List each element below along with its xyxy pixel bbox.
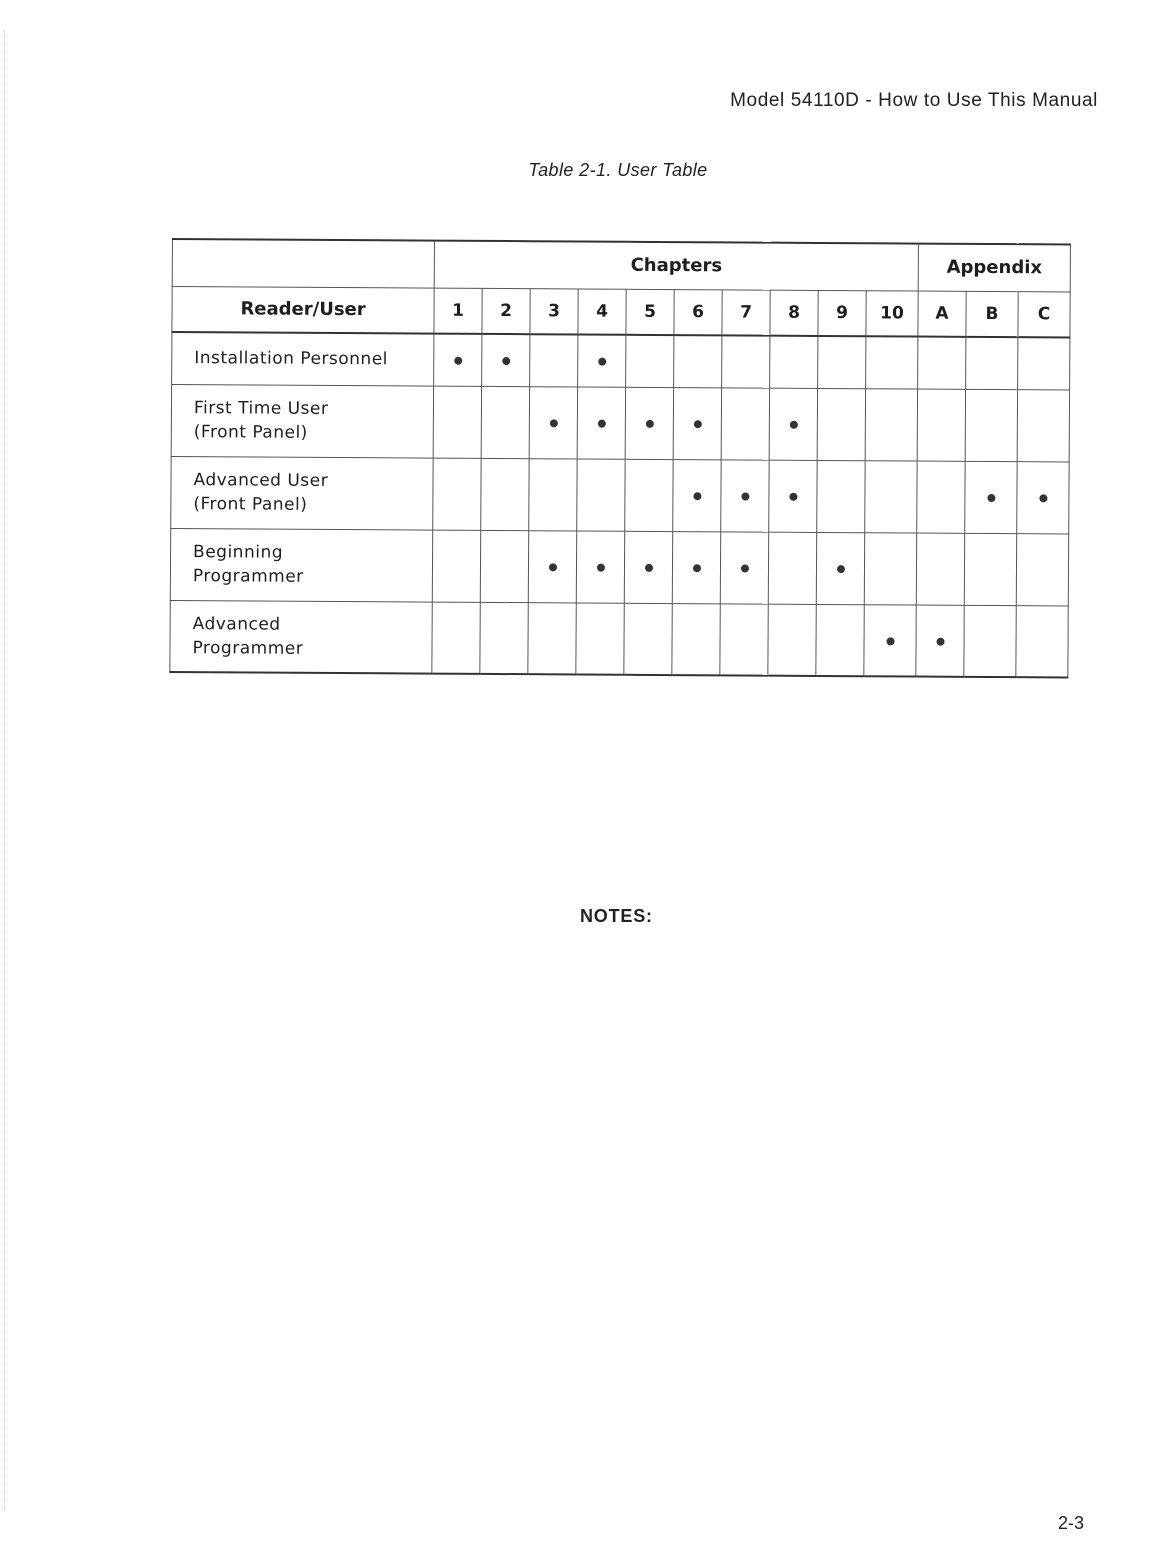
mark-cell [721,459,769,531]
mark-cell [1016,533,1068,605]
mark-cell [917,389,965,461]
mark-cell [1017,389,1069,461]
mark-cell [768,532,816,604]
mark-cell [480,602,528,674]
mark-cell [817,388,865,460]
filled-dot-icon [987,494,995,502]
mark-cell [674,335,722,387]
filled-dot-icon [597,420,605,428]
empty-corner-cell [172,239,434,288]
mark-cell [964,533,1016,605]
column-header-8: 8 [770,290,818,336]
row-label-line: Installation Personnel [194,348,388,370]
mark-cell [432,530,480,602]
table-row [170,528,1068,605]
mark-cell [769,460,817,532]
mark-cell [528,602,576,674]
mark-cell [818,336,866,388]
filled-dot-icon [789,493,797,501]
mark-cell [578,334,626,386]
mark-cell [626,335,674,387]
group-header-row [172,239,1070,291]
mark-cell [624,531,672,603]
mark-cell [577,386,625,458]
filled-dot-icon [596,564,604,572]
user-table [169,238,1071,678]
table-body [170,332,1070,677]
filled-dot-icon [644,564,652,572]
filled-dot-icon [692,564,700,572]
column-header-row [172,286,1070,337]
filled-dot-icon [598,358,606,366]
mark-cell [1017,461,1069,533]
mark-cell [528,530,576,602]
row-label-line: (Front Panel) [193,422,308,443]
mark-cell [481,458,529,530]
mark-cell [529,458,577,530]
mark-cell [624,603,672,675]
filled-dot-icon [740,564,748,572]
mark-cell [917,461,965,533]
filled-dot-icon [1039,494,1047,502]
mark-cell [720,603,768,675]
mark-cell [673,387,721,459]
table-row [171,384,1069,461]
filled-dot-icon [454,357,462,365]
column-header-b: B [966,291,1018,337]
filled-dot-icon [886,637,894,645]
appendix-header: Appendix [918,244,1070,292]
row-label [172,332,434,386]
mark-cell [529,386,577,458]
row-label-line: First Time User [193,398,329,419]
filled-dot-icon [789,421,797,429]
reader-user-header: Reader/User [172,286,434,334]
row-label [171,384,433,458]
mark-cell [1016,605,1068,677]
mark-cell [965,389,1017,461]
row-label [170,600,432,674]
chapters-header: Chapters [434,241,918,291]
row-label-line: Beginning [193,542,284,563]
mark-cell [864,604,916,676]
column-header-3: 3 [530,288,578,334]
column-header-6: 6 [674,289,722,335]
mark-cell [673,459,721,531]
table-row [171,456,1069,533]
filled-dot-icon [836,565,844,573]
column-header-5: 5 [626,289,674,335]
mark-cell [433,386,481,458]
mark-cell [865,460,917,532]
column-header-7: 7 [722,289,770,335]
table-caption: Table 2-1. User Table [528,160,708,180]
mark-cell [865,388,917,460]
mark-cell [769,388,817,460]
mark-cell [432,602,480,674]
table-row [170,600,1068,677]
mark-cell [576,602,624,674]
mark-cell [864,532,916,604]
scan-margin-marks [4,30,19,1510]
column-header-4: 4 [578,288,626,334]
mark-cell [721,387,769,459]
mark-cell [625,387,673,459]
row-label-line: (Front Panel) [193,494,308,515]
mark-cell [672,531,720,603]
row-label-line: Advanced [192,613,281,635]
column-header-2: 2 [482,288,530,334]
mark-cell [816,532,864,604]
column-header-10: 10 [866,290,918,336]
row-label-line: Advanced User [193,470,329,491]
row-label [171,456,433,530]
filled-dot-icon [936,637,944,645]
mark-cell [916,605,964,677]
mark-cell [1018,337,1070,389]
row-label-line: Programmer [192,637,304,659]
table-row [172,332,1070,389]
filled-dot-icon [693,492,701,500]
mark-cell [916,533,964,605]
mark-cell [965,461,1017,533]
mark-cell [480,530,528,602]
mark-cell [530,334,578,386]
mark-cell [481,386,529,458]
mark-cell [577,458,625,530]
mark-cell [434,334,482,386]
filled-dot-icon [693,420,701,428]
row-label-line: Programmer [192,566,304,587]
filled-dot-icon [549,419,557,427]
mark-cell [722,335,770,387]
filled-dot-icon [741,492,749,500]
column-header-9: 9 [818,290,866,336]
mark-cell [720,531,768,603]
mark-cell [918,337,966,389]
filled-dot-icon [645,420,653,428]
mark-cell [817,460,865,532]
filled-dot-icon [548,563,556,571]
running-header: Model 54110D - How to Use This Manual [730,90,1098,111]
mark-cell [576,530,624,602]
mark-cell [768,604,816,676]
user-table-container [169,238,1071,678]
column-header-c: C [1018,291,1070,337]
mark-cell [482,334,530,386]
mark-cell [770,336,818,388]
mark-cell [816,604,864,676]
mark-cell [672,603,720,675]
column-header-a: A [918,291,966,337]
notes-label: NOTES: [580,906,653,926]
mark-cell [966,337,1018,389]
page-number: 2-3 [1057,1513,1084,1533]
mark-cell [866,336,918,388]
mark-cell [964,605,1016,677]
mark-cell [433,458,481,530]
mark-cell [625,459,673,531]
row-label [170,528,432,602]
column-header-1: 1 [434,288,482,334]
filled-dot-icon [502,357,510,365]
